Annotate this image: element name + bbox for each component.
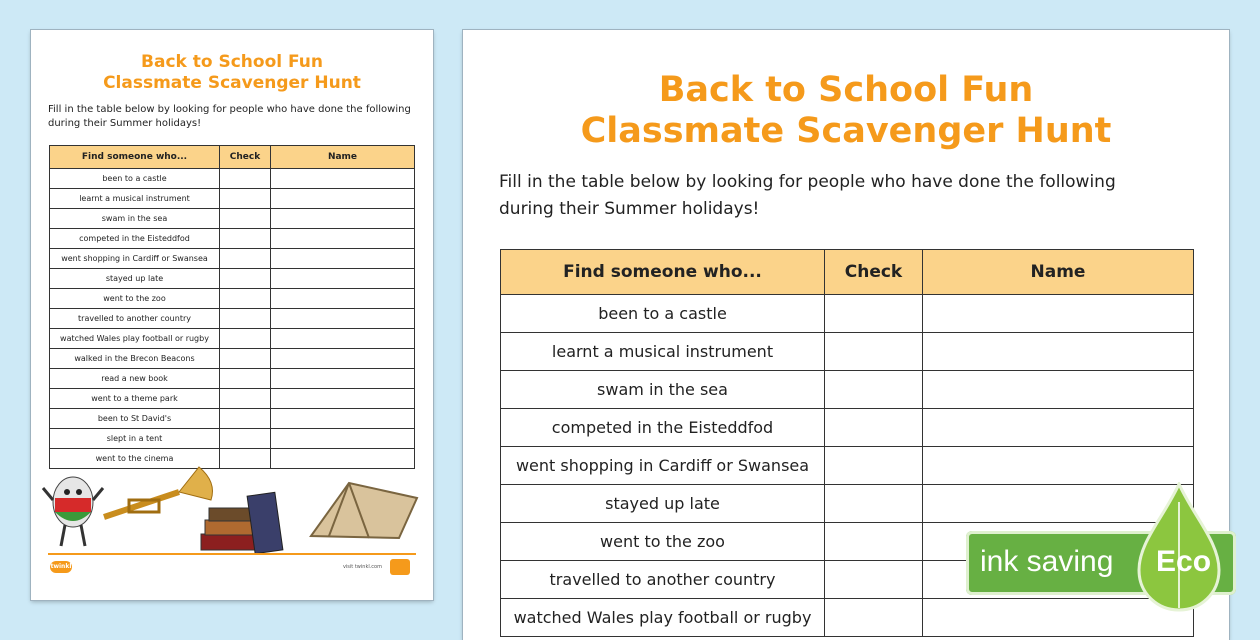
name-cell[interactable]	[271, 309, 415, 329]
activity-cell: went shopping in Cardiff or Swansea	[50, 249, 220, 269]
name-cell[interactable]	[923, 295, 1194, 333]
thumbnail-title-line2: Classmate Scavenger Hunt	[103, 73, 361, 93]
column-header: Name	[923, 250, 1194, 295]
check-cell[interactable]	[220, 229, 271, 249]
thumbnail-intro-line2: during their Summer holidays!	[48, 118, 202, 129]
column-header: Name	[271, 146, 415, 169]
welsh-egg-character-icon	[41, 470, 106, 550]
check-cell[interactable]	[220, 249, 271, 269]
name-cell[interactable]	[271, 189, 415, 209]
activity-cell: slept in a tent	[50, 429, 220, 449]
thumbnail-intro	[48, 103, 414, 131]
table-row	[501, 333, 1194, 371]
activity-cell: read a new book	[50, 369, 220, 389]
activity-cell: went to the cinema	[50, 449, 220, 469]
activity-cell: watched Wales play football or rugby	[50, 329, 220, 349]
activity-cell: been to a castle	[501, 295, 825, 333]
footer-visit-text: visit twinkl.com	[342, 564, 382, 570]
check-cell[interactable]	[825, 599, 923, 637]
preview-title-line1: Back to School Fun	[658, 70, 1034, 110]
name-cell[interactable]	[271, 169, 415, 189]
table-row	[50, 249, 415, 269]
activity-cell: been to St David's	[50, 409, 220, 429]
check-cell[interactable]	[220, 369, 271, 389]
check-cell[interactable]	[220, 209, 271, 229]
table-row	[501, 295, 1194, 333]
column-header: Check	[220, 146, 271, 169]
check-cell[interactable]	[825, 447, 923, 485]
table-row	[501, 409, 1194, 447]
name-cell[interactable]	[271, 349, 415, 369]
activity-cell: went to a theme park	[50, 389, 220, 409]
activity-cell: went shopping in Cardiff or Swansea	[501, 447, 825, 485]
twinkl-logo: twinkl	[50, 561, 72, 573]
name-cell[interactable]	[271, 429, 415, 449]
activity-cell: stayed up late	[501, 485, 825, 523]
name-cell[interactable]	[271, 269, 415, 289]
check-cell[interactable]	[220, 349, 271, 369]
activity-cell: swam in the sea	[50, 209, 220, 229]
preview-intro-line2: during their Summer holidays!	[499, 199, 760, 219]
activity-cell: went to the zoo	[501, 523, 825, 561]
name-cell[interactable]	[271, 229, 415, 249]
preview-title-line2: Classmate Scavenger Hunt	[580, 111, 1112, 151]
table-row	[50, 209, 415, 229]
table-row	[50, 369, 415, 389]
table-row	[50, 429, 415, 449]
preview-intro	[499, 169, 1193, 223]
eco-badge-word: Eco	[1156, 545, 1212, 578]
table-row	[50, 189, 415, 209]
table-row	[501, 447, 1194, 485]
table-row	[501, 371, 1194, 409]
table-row	[50, 169, 415, 189]
check-cell[interactable]	[825, 561, 923, 599]
check-cell[interactable]	[220, 189, 271, 209]
activity-cell: travelled to another country	[501, 561, 825, 599]
tent-icon	[309, 478, 419, 543]
check-cell[interactable]	[220, 429, 271, 449]
thumbnail-table-header	[50, 146, 415, 169]
column-header: Find someone who...	[501, 250, 825, 295]
activity-cell: stayed up late	[50, 269, 220, 289]
activity-cell: been to a castle	[50, 169, 220, 189]
check-cell[interactable]	[220, 309, 271, 329]
table-row	[50, 229, 415, 249]
check-cell[interactable]	[825, 409, 923, 447]
check-cell[interactable]	[220, 389, 271, 409]
check-cell[interactable]	[220, 169, 271, 189]
check-cell[interactable]	[220, 409, 271, 429]
name-cell[interactable]	[923, 409, 1194, 447]
check-cell[interactable]	[220, 449, 271, 469]
name-cell[interactable]	[923, 333, 1194, 371]
name-cell[interactable]	[271, 329, 415, 349]
table-row	[50, 289, 415, 309]
check-cell[interactable]	[825, 485, 923, 523]
check-cell[interactable]	[220, 329, 271, 349]
name-cell[interactable]	[923, 447, 1194, 485]
check-cell[interactable]	[825, 333, 923, 371]
preview-table-header	[501, 250, 1194, 295]
column-header: Check	[825, 250, 923, 295]
check-cell[interactable]	[220, 269, 271, 289]
activity-cell: competed in the Eisteddfod	[501, 409, 825, 447]
activity-cell: travelled to another country	[50, 309, 220, 329]
activity-cell: walked in the Brecon Beacons	[50, 349, 220, 369]
books-icon	[199, 490, 294, 560]
table-row	[50, 309, 415, 329]
table-row	[50, 329, 415, 349]
activity-cell: competed in the Eisteddfod	[50, 229, 220, 249]
table-row	[50, 389, 415, 409]
table-row	[50, 409, 415, 429]
table-row	[50, 349, 415, 369]
name-cell[interactable]	[923, 371, 1194, 409]
eco-ink-saving-badge	[966, 482, 1251, 612]
name-cell[interactable]	[271, 289, 415, 309]
name-cell[interactable]	[271, 369, 415, 389]
preview-intro-line1: Fill in the table below by looking for people who have done the following	[499, 172, 1116, 192]
name-cell[interactable]	[271, 449, 415, 469]
name-cell[interactable]	[271, 249, 415, 269]
eco-badge-label: ink saving	[980, 545, 1114, 578]
activity-cell: swam in the sea	[501, 371, 825, 409]
worksheet-thumbnail	[31, 30, 433, 600]
thumbnail-footer	[48, 553, 416, 579]
activity-cell: learnt a musical instrument	[501, 333, 825, 371]
name-cell[interactable]	[271, 389, 415, 409]
thumbnail-title-line1: Back to School Fun	[141, 52, 323, 72]
column-header: Find someone who...	[50, 146, 220, 169]
name-cell[interactable]	[271, 409, 415, 429]
check-cell[interactable]	[825, 295, 923, 333]
activity-cell: learnt a musical instrument	[50, 189, 220, 209]
thumbnail-intro-line1: Fill in the table below by looking for people who have done the following	[48, 104, 411, 115]
check-cell[interactable]	[220, 289, 271, 309]
footer-badge-icon	[390, 559, 410, 575]
thumbnail-table	[49, 145, 415, 469]
check-cell[interactable]	[825, 523, 923, 561]
check-cell[interactable]	[825, 371, 923, 409]
name-cell[interactable]	[271, 209, 415, 229]
activity-cell: watched Wales play football or rugby	[501, 599, 825, 637]
activity-cell: went to the zoo	[50, 289, 220, 309]
table-row	[50, 269, 415, 289]
